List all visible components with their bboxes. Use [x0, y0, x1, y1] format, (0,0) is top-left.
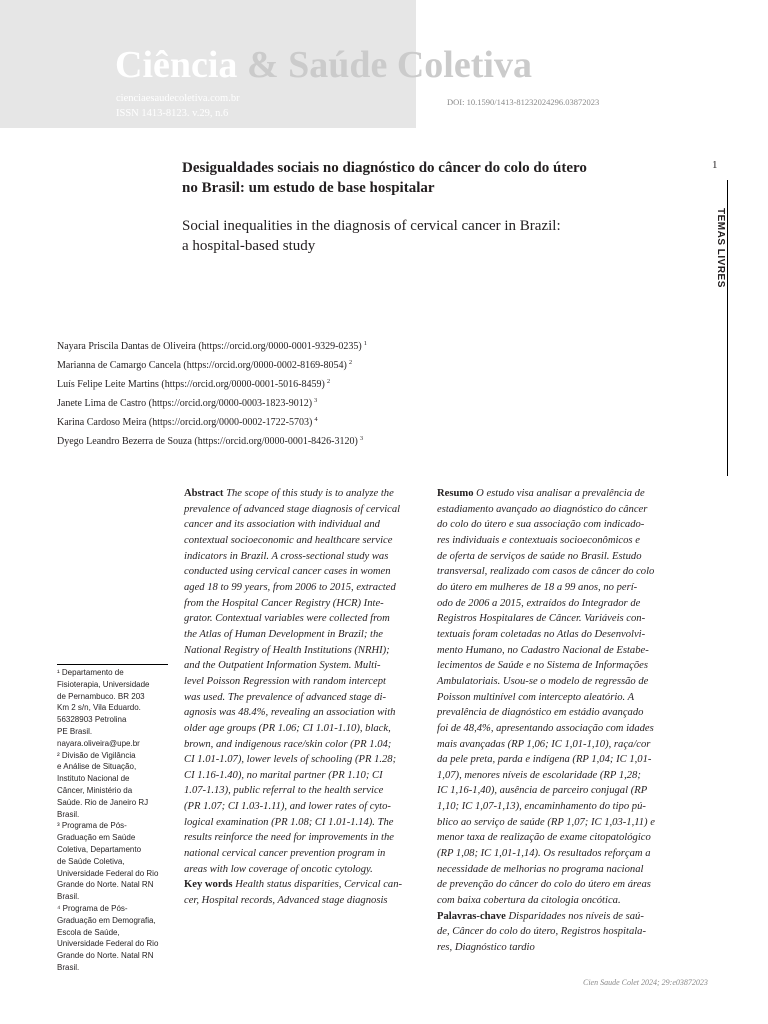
text-line — [184, 643, 420, 659]
text-line — [184, 627, 420, 643]
author-name[interactable]: Karina Cardoso Meira (https://orcid.org/0000-0002-1722-5703) — [57, 417, 313, 428]
affiliation-line: Saúde. Rio de Janeiro RJ — [57, 797, 149, 807]
resumo-text: estadiamento avançado ao diagnóstico do câncer — [437, 503, 648, 515]
text-line — [184, 533, 420, 549]
journal-title — [115, 41, 532, 89]
affiliation-line: 56328903 Petrolina — [57, 715, 127, 725]
abstract-text: aged 18 to 99 years, from 2006 to 2015, extracted — [184, 581, 396, 593]
journal-title-part2: & Saúde Coletiva — [237, 44, 532, 86]
text-line — [437, 580, 673, 596]
author-entry — [57, 374, 557, 393]
author-list — [57, 336, 557, 450]
abstract-text: logical examination (PR 1.08; CI 1.01-1.14). The — [184, 816, 394, 828]
author-affiliation-ref: 3 — [359, 435, 364, 442]
author-affiliation-ref: 1 — [363, 340, 367, 347]
text-line — [184, 815, 420, 831]
page-number: 1 — [712, 159, 718, 171]
text-line — [437, 737, 673, 753]
keywords-line — [184, 877, 420, 893]
abstract-text: cancer and its association with individual and — [184, 519, 380, 531]
resumo-text: 1,10; IC 1,07-1,13), encaminhamento do tipo pú- — [437, 801, 646, 813]
affiliation-line: ² Divisão de Vigilância — [57, 750, 136, 760]
text-line — [437, 611, 673, 627]
side-rule-divider — [727, 180, 728, 476]
abstract-text: indicators in Brazil. A cross-sectional study was — [184, 550, 389, 562]
resumo-heading: Resumo — [437, 488, 474, 499]
resumo-column — [437, 486, 673, 956]
resumo-text: de oferta de serviços de saúde no Brasil. Estudo — [437, 550, 642, 562]
author-entry — [57, 355, 557, 374]
affiliation-line: de Saúde Coletiva, — [57, 856, 125, 866]
affiliation-line: Escola de Saúde, — [57, 927, 120, 937]
author-entry — [57, 431, 557, 450]
author-affiliation-ref: 2 — [326, 378, 331, 385]
text-line — [437, 705, 673, 721]
affiliation-line: de Pernambuco. BR 203 — [57, 691, 145, 701]
affiliation-line: ⁴ Programa de Pós- — [57, 903, 128, 913]
text-line — [437, 658, 673, 674]
journal-issn: ISSN 1413-8123. v.29, n.6 — [116, 108, 229, 119]
text-line — [437, 674, 673, 690]
text-line — [184, 846, 420, 862]
affiliation-line: Instituto Nacional de — [57, 774, 130, 784]
resumo-text: O estudo visa analisar a prevalência de — [476, 488, 645, 499]
resumo-text: do colo do útero e sua associação com indicado- — [437, 519, 645, 531]
abstract-text: the Atlas of Human Development in Brazil; the — [184, 628, 383, 640]
keywords-line — [437, 909, 673, 925]
abstract-text: older age groups (PR 1.06; CI 1.01-1.10), black, — [184, 722, 391, 734]
text-line — [437, 627, 673, 643]
journal-website[interactable]: cienciaesaudecoletiva.com.br — [116, 93, 240, 104]
text-line — [437, 768, 673, 784]
text-line — [184, 768, 420, 784]
abstract-text: 1.07-1.13), public referral to the health service — [184, 785, 384, 797]
palavras-chave-heading: Palavras-chave — [437, 910, 506, 922]
affiliation-line: e Análise de Situação, — [57, 762, 137, 772]
author-affiliation-ref: 4 — [314, 416, 318, 423]
text-line — [184, 580, 420, 596]
text-line — [437, 596, 673, 612]
abstract-text: from the Hospital Cancer Registry (HCR) Inte- — [184, 597, 384, 609]
author-entry — [57, 336, 557, 355]
resumo-text: textuais foram coletadas no Atlas do Desenvolvi- — [437, 628, 646, 640]
resumo-text: lecimentos de Saúde e no Sistema de Informações — [437, 660, 648, 672]
resumo-text: de prevenção do câncer do colo do útero em áreas — [437, 879, 651, 891]
affiliation-line: nayara.oliveira@upe.br — [57, 738, 140, 748]
resumo-text: foi de 48,4%, apresentando associação com idades — [437, 722, 654, 734]
affiliation-line: ¹ Departamento de — [57, 668, 124, 677]
abstract-text: The scope of this study is to analyze the — [226, 488, 394, 499]
resumo-text: mento Humano, no Cadastro Nacional de Estabe- — [437, 644, 649, 656]
text-line — [437, 721, 673, 737]
text-line — [184, 596, 420, 612]
text-line — [437, 830, 673, 846]
affiliation-line: Grande do Norte. Natal RN — [57, 880, 154, 890]
author-name[interactable]: Marianna de Camargo Cancela (https://orcid.org/0000-0002-8169-8054) — [57, 360, 347, 371]
abstract-text: grator. Contextual variables were collected from — [184, 613, 390, 625]
title-en-line: a hospital-based study — [182, 238, 316, 254]
text-line — [437, 533, 673, 549]
author-name[interactable]: Dyego Leandro Bezerra de Souza (https://orcid.org/0000-0001-8426-3120) — [57, 436, 358, 447]
text-line — [437, 486, 673, 502]
text-line — [437, 877, 673, 893]
affiliation-line: Grande do Norte. Natal RN — [57, 951, 154, 961]
abstract-text: contextual socioeconomic and healthcare service — [184, 534, 393, 546]
title-pt-line: no Brasil: um estudo de base hospitalar — [182, 180, 435, 196]
text-line — [184, 517, 420, 533]
keywords-line — [437, 940, 673, 956]
affiliation-line: Universidade Federal do Rio — [57, 868, 159, 878]
text-line — [437, 862, 673, 878]
resumo-text: menor taxa de realização de exame citopatológico — [437, 832, 651, 844]
abstract-text: National Registry of Health Institutions (NRHI); — [184, 644, 390, 656]
affiliation-line: Brasil. — [57, 962, 80, 972]
abstract-text: results reinforce the need for improvements in the — [184, 832, 394, 844]
text-line — [437, 517, 673, 533]
abstract-text: national cervical cancer prevention program in — [184, 848, 386, 860]
resumo-text: mais avançadas (RP 1,06; IC 1,01-1,10), raça/cor — [437, 738, 651, 750]
text-line — [184, 549, 420, 565]
author-affiliation-ref: 3 — [314, 397, 318, 404]
text-line — [184, 486, 420, 502]
text-line — [437, 502, 673, 518]
text-line — [184, 564, 420, 580]
text-line — [184, 611, 420, 627]
abstract-text: CI 1.16-1.40), no marital partner (PR 1.10; CI — [184, 769, 383, 781]
text-line — [184, 862, 420, 878]
keywords-text: Disparidades nos níveis de saú- — [508, 910, 644, 922]
text-line — [437, 564, 673, 580]
author-entry — [57, 393, 557, 412]
text-line — [437, 752, 673, 768]
text-line — [437, 815, 673, 831]
abstract-text: conducted using cervical cancer cases in women — [184, 566, 391, 578]
text-line — [184, 690, 420, 706]
text-line — [437, 643, 673, 659]
text-line — [184, 737, 420, 753]
resumo-text: prevalência de diagnóstico em estádio avançado — [437, 707, 644, 719]
text-line — [184, 830, 420, 846]
resumo-text: Poisson multinível com intercepto aleatório. A — [437, 691, 635, 703]
article-title-portuguese — [182, 158, 642, 198]
abstract-text: prevalence of advanced stage diagnosis of cervical — [184, 503, 401, 515]
affiliation-line: Graduação em Demografia, — [57, 915, 156, 925]
affiliation-line: Brasil. — [57, 809, 80, 819]
abstract-text: level Poisson Regression with random intercept — [184, 675, 386, 687]
resumo-text: blico ao serviço de saúde (RP 1,07; IC 1,03-1,11) e — [437, 816, 655, 828]
abstract-text: agnosis was 48.4%, revealing an association with — [184, 707, 396, 719]
resumo-text: necessidade de melhorias no programa nacional — [437, 863, 644, 875]
abstract-text: CI 1.01-1.07), lower levels of schooling (PR 1.28; — [184, 754, 397, 766]
affiliation-line: ³ Programa de Pós- — [57, 821, 127, 831]
affiliations — [57, 667, 177, 974]
text-line — [437, 846, 673, 862]
abstract-text: was used. The prevalence of advanced stage di- — [184, 691, 387, 703]
resumo-text: Ambulatoriais. Usou-se o modelo de regressão de — [437, 675, 649, 687]
author-name[interactable]: Janete Lima de Castro (https://orcid.org/0000-0003-1823-9012) — [57, 398, 313, 409]
affiliation-line: Universidade Federal do Rio — [57, 939, 159, 949]
resumo-text: da pele preta, parda e indígena (RP 1,04; IC 1,01- — [437, 754, 652, 766]
resumo-text: (RP 1,08; IC 1,01-1,14). Os resultados reforçam a — [437, 848, 651, 860]
affiliation-line: PE Brasil. — [57, 726, 93, 736]
text-line — [184, 752, 420, 768]
affiliation-line: Fisioterapia, Universidade — [57, 679, 150, 689]
affiliation-line: Km 2 s/n, Vila Eduardo. — [57, 703, 141, 713]
text-line — [184, 721, 420, 737]
journal-title-part1: Ciência — [115, 44, 238, 86]
abstract-text: (PR 1.07; CI 1.03-1.11), and lower rates of cyto- — [184, 801, 391, 813]
abstract-text: and the Outpatient Information System. Multi- — [184, 660, 381, 672]
keywords-line — [184, 893, 420, 909]
resumo-text: IC 1,16-1,40), ausência de parceiro conjugal (RP — [437, 785, 648, 797]
text-line — [184, 705, 420, 721]
resumo-text: 1,07), menores níveis de escolaridade (RP 1,28; — [437, 769, 641, 781]
abstract-text: areas with low coverage of oncotic cytology. — [184, 863, 373, 875]
text-line — [437, 893, 673, 909]
abstract-column — [184, 486, 420, 909]
keywords-line — [437, 924, 673, 940]
keywords-text: res, Diagnóstico tardio — [437, 942, 535, 954]
citation-footer: Cien Saude Colet 2024; 29:e03872023 — [583, 978, 708, 987]
text-line — [184, 783, 420, 799]
text-line — [437, 799, 673, 815]
keywords-heading: Key words — [184, 879, 233, 891]
author-entry — [57, 412, 557, 431]
keywords-text: Health status disparities, Cervical can- — [235, 879, 403, 891]
affiliation-line: Graduação em Saúde — [57, 833, 136, 843]
author-name[interactable]: Luís Felipe Leite Martins (https://orcid.org/0000-0001-5016-8459) — [57, 379, 325, 390]
author-name[interactable]: Nayara Priscila Dantas de Oliveira (https://orcid.org/0000-0001-9329-0235) — [57, 341, 362, 352]
text-line — [184, 502, 420, 518]
text-line — [184, 674, 420, 690]
resumo-text: odo de 2006 a 2015, extraídos do Integrador de — [437, 597, 641, 609]
title-en-line: Social inequalities in the diagnosis of cervical cancer in Brazil: — [182, 218, 561, 234]
text-line — [437, 690, 673, 706]
abstract-heading: Abstract — [184, 488, 224, 499]
section-label: TEMAS LIVRES — [715, 208, 726, 288]
resumo-text: Registros Hospitalares de Câncer. Variáveis con- — [437, 613, 646, 625]
title-pt-line: Desigualdades sociais no diagnóstico do câncer do colo do útero — [182, 160, 587, 176]
affiliation-line: Coletiva, Departamento — [57, 844, 142, 854]
doi-link[interactable]: DOI: 10.1590/1413-81232024296.03872023 — [447, 97, 600, 107]
author-affiliation-ref: 2 — [348, 359, 353, 366]
keywords-text: cer, Hospital records, Advanced stage diagnosis — [184, 895, 388, 907]
affiliation-line: Câncer, Ministério da — [57, 785, 133, 795]
resumo-text: res individuais e contextuais socioeconômicos e — [437, 534, 640, 546]
resumo-text: transversal, realizado com casos de câncer do colo — [437, 566, 655, 578]
text-line — [184, 799, 420, 815]
resumo-text: do útero em mulheres de 18 a 99 anos, no perí- — [437, 581, 638, 593]
resumo-text: com baixa cobertura da citologia oncótica. — [437, 895, 621, 907]
article-title-english — [182, 216, 642, 256]
text-line — [437, 549, 673, 565]
affiliation-line: Brasil. — [57, 892, 80, 902]
keywords-text: de, Câncer do colo do útero, Registros hospitala- — [437, 926, 647, 938]
text-line — [437, 783, 673, 799]
text-line — [184, 658, 420, 674]
affiliation-divider — [57, 664, 168, 665]
abstract-text: brown, and indigenous race/skin color (PR 1.04; — [184, 738, 392, 750]
